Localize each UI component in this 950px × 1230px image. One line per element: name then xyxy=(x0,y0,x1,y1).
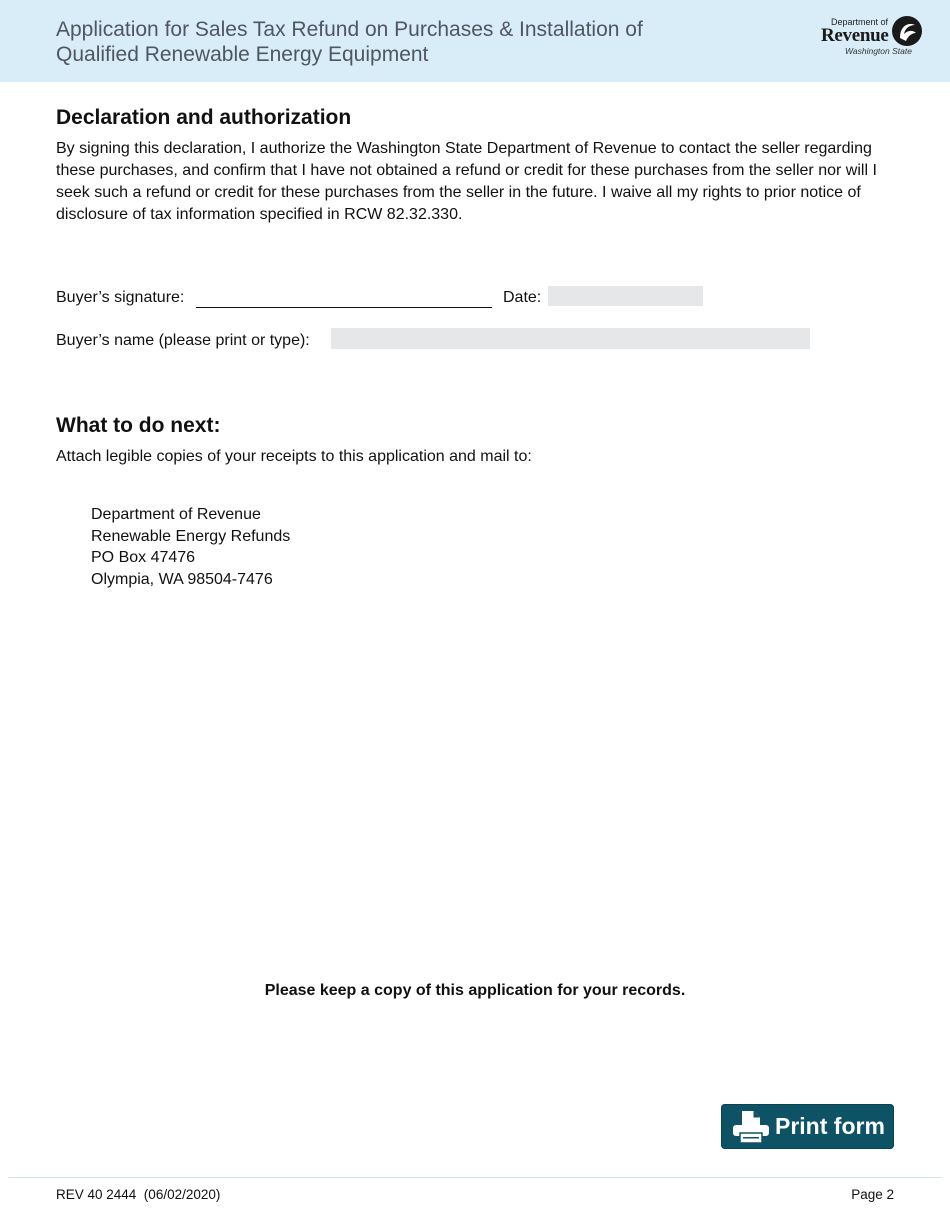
print-button-label: Print form xyxy=(775,1113,885,1139)
keep-copy-note: Please keep a copy of this application for your records. xyxy=(264,982,686,999)
declaration-text: By signing this declaration, I authorize the Washington State Department of Revenue to contact the seller regarding these purchases, and confirm that I have not obtained a refund or credit for these purchases from the seller nor will I seek such a refund or credit for these purchases from the seller in the future. I waive all my rights to prior notice of disclosure of tax information specified in RCW 82.32.330. xyxy=(56,140,877,223)
logo-revenue: Revenue xyxy=(821,25,889,46)
form-title xyxy=(56,17,776,67)
buyer-name-label: Buyer’s name (please print or type): xyxy=(56,332,310,349)
logo-washington-state: Washington State xyxy=(845,46,912,56)
next-steps-text: Attach legible copies of your receipts to this application and mail to: xyxy=(56,448,532,465)
address-line: Olympia, WA 98504-7476 xyxy=(91,570,273,588)
form-title-line-1: Application for Sales Tax Refund on Purchases & Installation of xyxy=(56,18,643,41)
date-field[interactable] xyxy=(548,286,703,306)
next-steps-heading: What to do next: xyxy=(56,414,221,437)
address-line: Department of Revenue xyxy=(91,506,261,523)
signature-line[interactable] xyxy=(196,307,492,308)
address-line: PO Box 47476 xyxy=(91,549,196,566)
page-header xyxy=(0,0,950,82)
form-title-line-2: Qualified Renewable Energy Equipment xyxy=(56,43,429,66)
page-number: Page 2 xyxy=(851,1187,894,1202)
buyer-name-field[interactable] xyxy=(331,328,810,349)
logo-department-of: Department of xyxy=(831,17,889,27)
printer-icon xyxy=(731,1110,771,1144)
address-line: Renewable Energy Refunds xyxy=(91,527,291,545)
declaration-heading: Declaration and authorization xyxy=(56,106,352,129)
revenue-swirl-icon xyxy=(890,14,924,48)
form-number: REV 40 2444 (06/02/2020) xyxy=(56,1187,221,1202)
mailing-address xyxy=(91,504,290,590)
department-of-revenue-logo xyxy=(818,14,928,58)
date-label: Date: xyxy=(503,289,542,306)
signature-label: Buyer’s signature: xyxy=(56,289,185,306)
print-form-button[interactable] xyxy=(721,1104,894,1149)
footer-divider xyxy=(8,1177,942,1178)
